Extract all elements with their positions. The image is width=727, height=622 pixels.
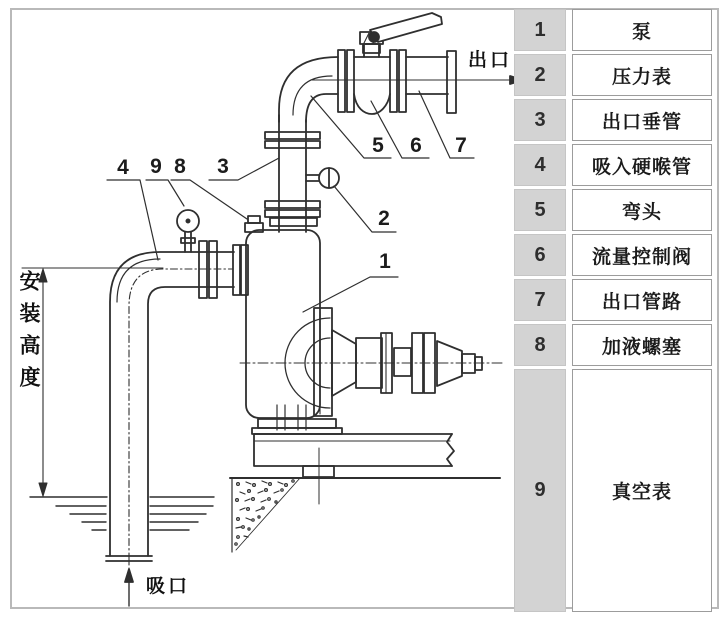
height-dimension (22, 268, 163, 496)
water-level (30, 497, 214, 530)
legend-label: 弯头 (572, 189, 712, 231)
callout-8: 8 (174, 155, 186, 178)
legend-label: 流量控制阀 (572, 234, 712, 276)
outlet-label: 出口 (468, 50, 513, 71)
legend-number: 2 (514, 54, 566, 96)
legend-label: 出口管路 (572, 279, 712, 321)
suction-arrow (125, 560, 133, 606)
legend-row (514, 279, 712, 321)
legend-number: 8 (514, 324, 566, 366)
legend-label: 吸入硬喉管 (572, 144, 712, 186)
legend-number: 7 (514, 279, 566, 321)
legend-number: 4 (514, 144, 566, 186)
legend-row (514, 369, 712, 612)
legend-row (514, 234, 712, 276)
callout-2: 2 (378, 207, 390, 230)
discharge-vertical-pipe (265, 115, 320, 232)
callout-7: 7 (455, 134, 467, 157)
legend-row (514, 9, 712, 51)
legend-number: 3 (514, 99, 566, 141)
legend-label: 压力表 (572, 54, 712, 96)
legend-row (514, 144, 712, 186)
installation-height-label: 安装高度 (17, 270, 40, 398)
legend-number: 6 (514, 234, 566, 276)
legend-label: 泵 (572, 9, 712, 51)
callout-6: 6 (410, 134, 422, 157)
shaft-coupling (240, 330, 505, 396)
foundation (232, 478, 300, 552)
legend-label: 出口垂管 (572, 99, 712, 141)
inlet-label: 吸口 (146, 576, 191, 597)
callout-4: 4 (117, 156, 129, 179)
callout-9: 9 (150, 155, 162, 178)
legend-row (514, 54, 712, 96)
legend-row (514, 99, 712, 141)
legend-label: 真空表 (572, 369, 712, 612)
legend-label: 加液螺塞 (572, 324, 712, 366)
legend-table (514, 9, 712, 612)
baseplate (230, 405, 500, 504)
legend-number: 5 (514, 189, 566, 231)
callout-5: 5 (372, 134, 384, 157)
pump-body (246, 230, 332, 418)
legend-row (514, 189, 712, 231)
elbow (279, 57, 338, 122)
callout-1: 1 (379, 250, 391, 273)
legend-row (514, 324, 712, 366)
legend-number: 1 (514, 9, 566, 51)
pressure-gauge (306, 168, 339, 188)
suction-pipe (106, 241, 248, 561)
flow-control-valve (338, 13, 442, 114)
vacuum-gauge (177, 210, 199, 252)
callout-3: 3 (217, 155, 229, 178)
legend-number: 9 (514, 369, 566, 612)
